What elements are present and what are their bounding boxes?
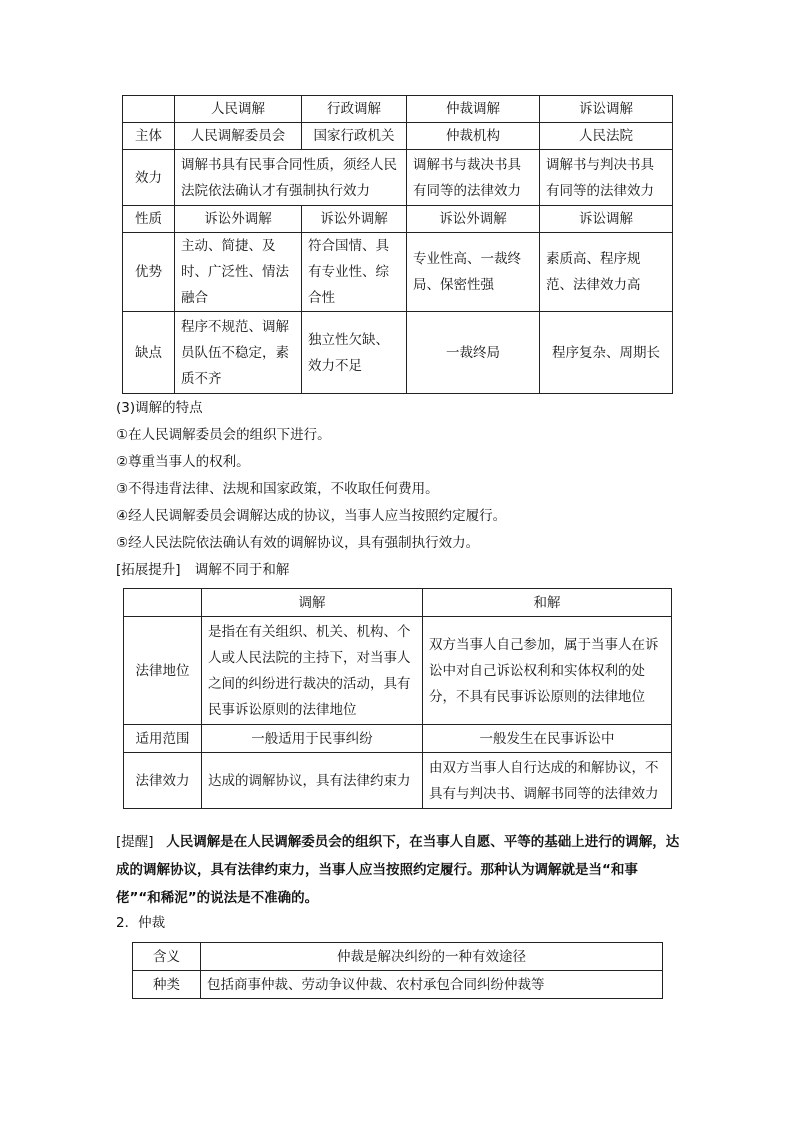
table-cell: 诉讼调解 [540, 206, 673, 233]
header-cell [123, 96, 175, 123]
row-label: 缺点 [123, 312, 175, 394]
table-cell: 调解书具有民事合同性质，须经人民法院依法确认才有强制执行效力 [175, 150, 407, 206]
extension-title: 调解不同于和解 [194, 562, 290, 578]
table-row [124, 753, 672, 809]
mediation-vs-settlement-table [123, 588, 672, 809]
table-row [123, 233, 673, 312]
table-cell: 国家行政机关 [302, 123, 407, 150]
table-row [123, 312, 673, 394]
table-header-row [123, 96, 673, 123]
table-cell: 是指在有关组织、机关、机构、个人或人民法院的主持下，对当事人之间的纠纷进行裁决的活动，具有民事诉讼原则的法律地位 [202, 617, 423, 725]
header-cell: 调解 [202, 589, 423, 617]
reminder-tag: [提醒] [116, 834, 154, 850]
row-label: 含义 [133, 943, 201, 971]
table-cell: 专业性高、一裁终局、保密性强 [407, 233, 540, 312]
table-cell: 独立性欠缺、效力不足 [302, 312, 407, 394]
table-row [133, 943, 663, 971]
header-cell: 仲裁调解 [407, 96, 540, 123]
extension-tag: [拓展提升] [116, 562, 181, 578]
mediation-comparison-table [122, 95, 673, 394]
table-cell: 符合国情、具有专业性、综合性 [302, 233, 407, 312]
table-row [133, 971, 663, 999]
table-cell: 包括商事仲裁、劳动争议仲裁、农村承包合同纠纷仲裁等 [201, 971, 663, 999]
table-cell: 诉讼外调解 [302, 206, 407, 233]
row-label: 主体 [123, 123, 175, 150]
extension-heading [116, 560, 289, 580]
table-row [124, 617, 672, 725]
table-cell: 诉讼外调解 [407, 206, 540, 233]
header-cell: 行政调解 [302, 96, 407, 123]
reminder-paragraph [116, 828, 682, 912]
row-label: 法律效力 [124, 753, 202, 809]
row-label: 法律地位 [124, 617, 202, 725]
features-title: (3)调解的特点 [116, 400, 203, 416]
section-title: 2．仲裁 [116, 915, 166, 931]
table-cell: 一般发生在民事诉讼中 [423, 725, 672, 753]
row-label: 优势 [123, 233, 175, 312]
table-cell: 调解书与裁决书具有同等的法律效力 [407, 150, 540, 206]
table-cell: 素质高、程序规范、法律效力高 [540, 233, 673, 312]
table-cell: 调解书与判决书具有同等的法律效力 [540, 150, 673, 206]
table-cell: 诉讼外调解 [175, 206, 302, 233]
table-row [123, 123, 673, 150]
table-cell: 主动、简捷、及时、广泛性、情法融合 [175, 233, 302, 312]
table-cell: 人民调解委员会 [175, 123, 302, 150]
table-cell: 程序不规范、调解员队伍不稳定，素质不齐 [175, 312, 302, 394]
feature-item: ⑤经人民法院依法确认有效的调解协议，具有强制执行效力。 [116, 535, 480, 551]
row-label: 种类 [133, 971, 201, 999]
table-row [123, 150, 673, 206]
table-cell: 一般适用于民事纠纷 [202, 725, 423, 753]
table-header-row [124, 589, 672, 617]
header-cell: 诉讼调解 [540, 96, 673, 123]
table-cell: 达成的调解协议，具有法律约束力 [202, 753, 423, 809]
feature-item: ①在人民调解委员会的组织下进行。 [116, 427, 331, 443]
row-label: 效力 [123, 150, 175, 206]
table-cell: 由双方当事人自行达成的和解协议，不具有与判决书、调解书同等的法律效力 [423, 753, 672, 809]
arbitration-table [132, 942, 663, 999]
table-cell: 一裁终局 [407, 312, 540, 394]
table-cell: 人民法院 [540, 123, 673, 150]
reminder-text: 人民调解是在人民调解委员会的组织下，在当事人自愿、平等的基础上进行的调解，达成的调解协议，具有法律约束力，当事人应当按照约定履行。那种认为调解就是当“和事佬”“和稀泥”的说法是不准确的。 [116, 834, 680, 906]
table-cell: 仲裁是解决纠纷的一种有效途径 [201, 943, 663, 971]
row-label: 性质 [123, 206, 175, 233]
table-cell: 仲裁机构 [407, 123, 540, 150]
table-row [124, 725, 672, 753]
table-cell: 程序复杂、周期长 [540, 312, 673, 394]
table-row [123, 206, 673, 233]
feature-item: ③不得违背法律、法规和国家政策，不收取任何费用。 [116, 481, 439, 497]
header-cell [124, 589, 202, 617]
table-cell: 双方当事人自己参加，属于当事人在诉讼中对自己诉讼权利和实体权利的处分，不具有民事诉讼原则的法律地位 [423, 617, 672, 725]
feature-item: ②尊重当事人的权利。 [116, 454, 250, 470]
header-cell: 和解 [423, 589, 672, 617]
feature-item: ④经人民调解委员会调解达成的协议，当事人应当按照约定履行。 [116, 508, 507, 524]
header-cell: 人民调解 [175, 96, 302, 123]
row-label: 适用范围 [124, 725, 202, 753]
